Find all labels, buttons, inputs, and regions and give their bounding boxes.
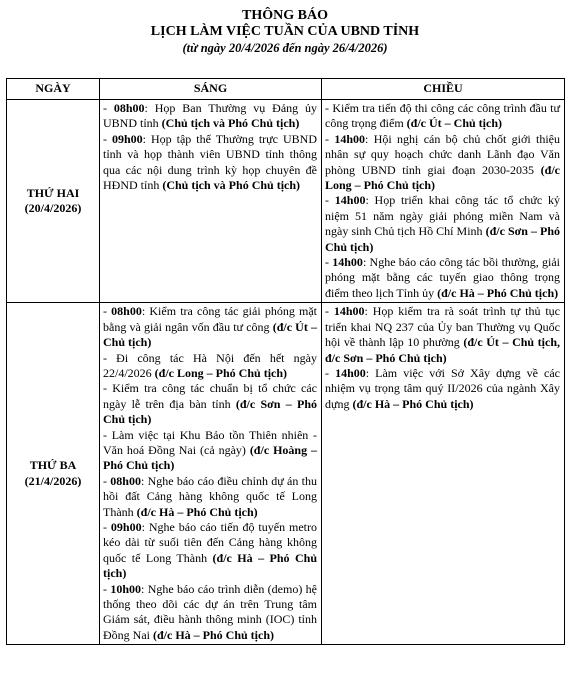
- table-header-row: [7, 79, 565, 100]
- item-participants: (đ/c Út – Chủ tịch): [406, 116, 502, 131]
- item-time: 14h00: [333, 304, 365, 319]
- day-date: (21/4/2026): [24, 473, 82, 488]
- notice-date-range: (từ ngày 20/4/2026 đến ngày 26/4/2026): [182, 41, 388, 55]
- schedule-item: - Làm việc tại Khu Bảo tồn Thiên nhiên - Văn hoá Đồng Nai (cả ngày) (đ/c Hoàng – Phó Chủ tịch): [103, 427, 318, 473]
- item-text: Họp tập thể Thường trực UBND tỉnh và họp thành viên UBND tỉnh thông qua các nội dung trình kỳ họp chuyên đề HĐND tỉnh: [103, 131, 317, 193]
- day-cell: [7, 100, 100, 303]
- afternoon-cell: [322, 100, 565, 303]
- schedule-item: - Đi công tác Hà Nội đến hết ngày 22/4/2026 (đ/c Long – Phó Chủ tịch): [103, 350, 317, 380]
- item-participants: (đ/c Hà – Phó Chủ tịch): [352, 396, 474, 411]
- item-text: Làm việc với Sở Xây dựng về các nhiệm vụ trọng tâm quý II/2026 của ngành Xây dựng: [325, 365, 561, 411]
- notice-title: THÔNG BÁO: [242, 8, 328, 23]
- item-time: 14h00: [332, 255, 363, 270]
- day-name: THỨ BA: [29, 458, 77, 473]
- item-text: Kiểm tra công tác giải phóng mặt bằng và giải ngân vốn đầu tư công: [103, 304, 317, 334]
- day-name: THỨ HAI: [26, 185, 80, 200]
- item-text: Họp kiểm tra rà soát trình tự thủ tục triển khai NQ 237 của Ủy ban Thường vụ Quốc hội về thành lập 10 phường: [325, 304, 561, 350]
- schedule-item: - 14h00: Làm việc với Sở Xây dựng về các nhiệm vụ trọng tâm quý II/2026 của ngành Xây dựng (đ/c Hà – Phó Chủ tịch): [325, 365, 561, 411]
- item-participants: (đ/c Hoàng – Phó Chủ tịch): [103, 442, 317, 473]
- schedule-item: - Kiểm tra tiến độ thi công các công trình đầu tư công trọng điểm (đ/c Út – Chủ tịch): [325, 101, 561, 131]
- item-participants: (Chủ tịch và Phó Chủ tịch): [162, 178, 301, 193]
- item-text: Nghe báo cáo điều chỉnh dự án thu hồi đất Cảng hàng không quốc tế Long Thành: [103, 473, 317, 519]
- item-text: Nghe báo cáo công tác bồi thường, giải phóng mặt bằng các tuyến giao thông trọng điểm theo lịch Tỉnh ủy: [325, 255, 561, 300]
- schedule-item: - 08h00: Nghe báo cáo điều chỉnh dự án thu hồi đất Cảng hàng không quốc tế Long Thành (đ/c Hà – Phó Chủ tịch): [103, 473, 317, 519]
- item-text: Hội nghị cán bộ chủ chốt giới thiệu nhân sự quy hoạch chức danh Lãnh đạo Văn phòng UBND tỉnh giai đoạn 2030-2035: [325, 131, 560, 177]
- item-text: Đi công tác Hà Nội đến hết ngày 22/4/2026: [103, 350, 317, 380]
- item-participants: (đ/c Út – Chủ tịch): [103, 319, 318, 350]
- item-text: Nghe báo cáo tiến độ tuyến metro kéo dài từ suối tiên đến Cảng hàng không quốc tế Long Thành: [103, 519, 317, 565]
- notice-subtitle: LỊCH LÀM VIỆC TUẦN CỦA UBND TỈNH: [150, 24, 420, 39]
- schedule-item: - 14h00: Họp triển khai công tác tổ chức kỷ niệm 51 năm ngày giải phóng miền Nam và ngày sinh Chủ tịch Hồ Chí Minh (đ/c Sơn – Phó Chủ tịch): [325, 193, 561, 254]
- morning-cell: [100, 303, 322, 645]
- item-participants: (đ/c Sơn – Phó Chủ tịch): [103, 396, 318, 427]
- item-time: 14h00: [335, 365, 366, 380]
- afternoon-cell: [322, 303, 565, 645]
- schedule-item: - 08h00: Họp Ban Thường vụ Đảng ủy UBND tỉnh (Chủ tịch và Phó Chủ tịch): [103, 101, 317, 131]
- item-text: Nghe báo cáo trình diễn (demo) hệ thống theo dõi các dự án trên Trung tâm Giám sát, điều hành thông minh (IOC) tỉnh Đồng Nai: [103, 581, 317, 642]
- item-time: 08h00: [110, 473, 141, 488]
- notice-header: [0, 8, 570, 56]
- schedule-item: - 08h00: Kiểm tra công tác giải phóng mặt bằng và giải ngân vốn đầu tư công (đ/c Út – Chủ tịch): [103, 304, 318, 350]
- schedule-item: - 14h00: Họp kiểm tra rà soát trình tự thủ tục triển khai NQ 237 của Ủy ban Thường vụ Quốc hội về thành lập 10 phường (đ/c Út – Chủ tịch, đ/c Sơn – Phó Chủ tịch): [325, 304, 561, 365]
- table-row: [7, 303, 565, 645]
- item-participants: (đ/c Hà – Phó Chủ tịch): [103, 550, 317, 581]
- schedule-item: - 09h00: Nghe báo cáo tiến độ tuyến metro kéo dài từ suối tiên đến Cảng hàng không quốc tế Long Thành (đ/c Hà – Phó Chủ tịch): [103, 519, 317, 581]
- item-text: Làm việc tại Khu Bảo tồn Thiên nhiên - Văn hoá Đồng Nai (cả ngày): [103, 427, 318, 457]
- header-day: NGÀY: [7, 79, 100, 100]
- item-participants: (đ/c Long – Phó Chủ tịch): [154, 365, 288, 380]
- item-participants: (đ/c Hà – Phó Chủ tịch): [153, 627, 275, 642]
- schedule-item: - Kiểm tra công tác chuẩn bị tổ chức các ngày lễ trên địa bàn tỉnh (đ/c Sơn – Phó Chủ tịch): [103, 381, 318, 427]
- item-participants: (đ/c Hà – Phó Chủ tịch): [136, 504, 258, 519]
- item-participants: (đ/c Sơn – Phó Chủ tịch): [325, 224, 561, 254]
- header-morning: SÁNG: [100, 79, 322, 100]
- morning-cell: [100, 100, 322, 303]
- schedule-item: - 09h00: Họp tập thể Thường trực UBND tỉnh và họp thành viên UBND tỉnh thông qua các nội dung trình kỳ họp chuyên đề HĐND tỉnh (Chủ tịch và Phó Chủ tịch): [103, 131, 317, 193]
- item-participants: (đ/c Út – Chủ tịch, đ/c Sơn – Phó Chủ tịch): [325, 335, 560, 365]
- schedule-item: - 14h00: Hội nghị cán bộ chủ chốt giới thiệu nhân sự quy hoạch chức danh Lãnh đạo Văn phòng UBND tỉnh giai đoạn 2030-2035 (đ/c Long – Phó Chủ tịch): [325, 131, 560, 193]
- schedule-item: - 10h00: Nghe báo cáo trình diễn (demo) hệ thống theo dõi các dự án trên Trung tâm Giám sát, điều hành thông minh (IOC) tỉnh Đồng Nai (đ/c Hà – Phó Chủ tịch): [103, 581, 317, 642]
- day-cell: [7, 303, 100, 645]
- item-text: Kiểm tra tiến độ thi công các công trình đầu tư công trọng điểm: [325, 101, 561, 131]
- item-text: Họp triển khai công tác tổ chức kỷ niệm 51 năm ngày giải phóng miền Nam và ngày sinh Chủ tịch Hồ Chí Minh: [325, 193, 560, 239]
- item-text: Họp Ban Thường vụ Đảng ủy UBND tỉnh: [103, 101, 317, 131]
- item-time: 14h00: [334, 131, 366, 146]
- item-text: Kiểm tra công tác chuẩn bị tổ chức các ngày lễ trên địa bàn tỉnh: [103, 381, 317, 411]
- item-participants: (Chủ tịch và Phó Chủ tịch): [161, 116, 300, 131]
- item-time: 14h00: [334, 193, 366, 208]
- item-time: 09h00: [111, 131, 143, 146]
- item-time: 08h00: [111, 304, 142, 319]
- item-time: 10h00: [110, 581, 142, 596]
- item-time: 08h00: [113, 101, 145, 115]
- schedule-table: [6, 78, 565, 645]
- item-participants: (đ/c Hà – Phó Chủ tịch): [437, 285, 559, 300]
- item-time: 09h00: [110, 519, 142, 534]
- schedule-item: - 14h00: Nghe báo cáo công tác bồi thường, giải phóng mặt bằng các tuyến giao thông trọng điểm theo lịch Tỉnh ủy (đ/c Hà – Phó Chủ tịch): [325, 255, 561, 300]
- table-row: [7, 100, 565, 303]
- day-date: (20/4/2026): [24, 201, 82, 216]
- header-afternoon: CHIỀU: [322, 79, 565, 100]
- item-participants: (đ/c Long – Phó Chủ tịch): [325, 162, 560, 193]
